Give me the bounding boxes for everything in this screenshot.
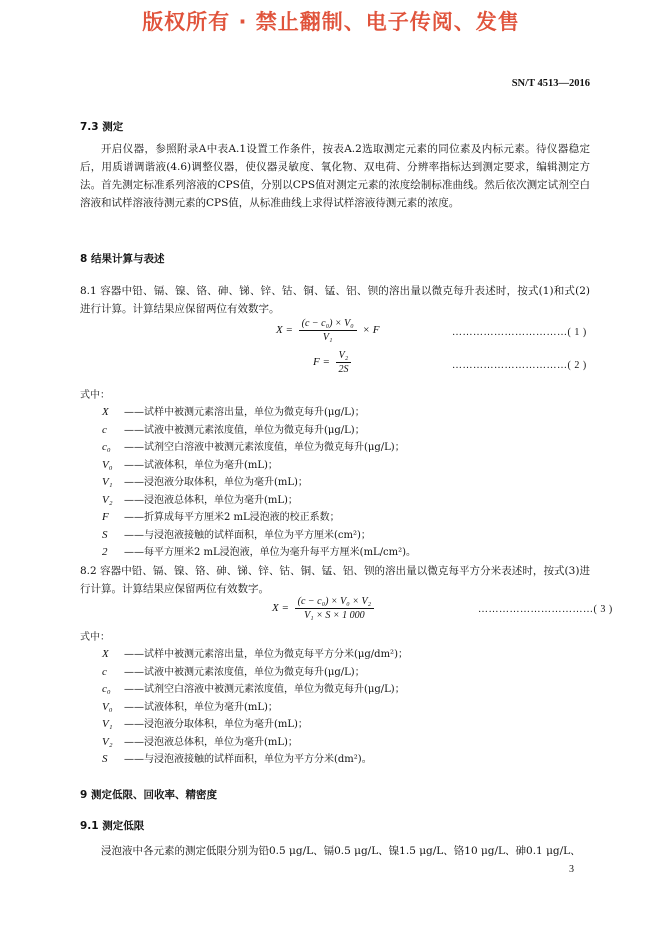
eq1-dots: ……………………………	[452, 327, 568, 338]
definition-text: ——浸泡液分取体积，单位为毫升(mL)；	[124, 719, 308, 730]
eq3-leader	[478, 604, 613, 615]
definition-text: ——浸泡液分取体积，单位为毫升(mL)；	[124, 477, 308, 488]
section-8-1-paragraph: 8.1 容器中铅、镉、镍、铬、砷、锑、锌、钴、铜、锰、铝、钡的溶出量以微克每升表述时，按式(1)和式(2)进行计算。计算结果应保留两位有效数字。	[80, 285, 590, 315]
section-9-1-heading: 9.1 测定低限	[80, 820, 145, 832]
definition-item	[102, 680, 405, 695]
eq3-denominator: V₁ × S × 1 000	[304, 610, 365, 621]
definition-symbol: V₁	[102, 718, 113, 730]
where-label-2: 式中：	[80, 632, 110, 643]
definition-item	[102, 645, 408, 660]
definition-text: ——试液体积，单位为毫升(mL)；	[124, 701, 278, 713]
definition-item	[102, 733, 298, 748]
definition-text: ——试液中被测元素浓度值，单位为微克每升(μg/L)；	[124, 424, 365, 436]
definition-text: ——折算成每平方厘米2 mL浸泡液的校正系数；	[124, 512, 340, 523]
eq1-denominator: V₁	[322, 332, 333, 343]
eq1-fraction	[299, 318, 357, 343]
eq3-number: ( 3 )	[593, 604, 613, 615]
definition-item	[102, 543, 416, 558]
eq2-leader	[452, 360, 587, 371]
definition-symbol: V₂	[102, 735, 113, 748]
definition-text: ——试液体积，单位为毫升(mL)；	[124, 459, 278, 471]
eq1-numerator: (c − c₀) × V₀	[299, 318, 357, 331]
definition-symbol: V₂	[102, 493, 113, 506]
section-8-2-paragraph: 8.2 容器中铅、镉、镍、铬、砷、锑、锌、钴、铜、锰、铝、钡的溶出量以微克每平方分米表述时，按式(3)进行计算。计算结果应保留两位有效数字。	[80, 565, 590, 595]
definition-text: ——浸泡液总体积，单位为毫升(mL)；	[124, 494, 298, 506]
equation-2	[313, 350, 354, 375]
definition-item	[102, 526, 371, 541]
definition-text: ——与浸泡液接触的试样面积，单位为平方厘米(cm²)；	[124, 529, 371, 541]
section-7-3-paragraph: 开启仪器，参照附录A中表A.1设置工作条件，按表A.2选取测定元素的同位素及内标元素。待仪器稳定后，用质谱调谐液(4.6)调整仪器，使仪器灵敏度、氧化物、双电荷、分辨率指标达到测定要求，编辑测定方法。首先测定标准系列溶液的CPS值，分别以CPS值对测定元素的浓度绘制标准曲线。然后依次测定试剂空白溶液和试样溶液待测元素的CPS值，从标准曲线上求得试样溶液待测元素的浓度。	[80, 143, 590, 209]
eq1-number: ( 1 )	[567, 327, 587, 338]
where-label-1: 式中：	[80, 390, 110, 401]
eq1-leader	[452, 327, 587, 338]
definition-item	[102, 456, 278, 471]
section-9-heading: 9 测定低限、回收率、精密度	[80, 789, 217, 801]
definition-symbol: c₀	[102, 683, 111, 695]
definition-symbol: X	[102, 406, 109, 418]
eq2-number: ( 2 )	[567, 360, 587, 371]
eq2-numerator: V₂	[336, 350, 352, 363]
definition-text: ——试样中被测元素溶出量，单位为微克每平方分米(μg/dm²)；	[124, 649, 408, 660]
definition-symbol: X	[102, 648, 109, 660]
standard-number: SN/T 4513—2016	[511, 78, 590, 89]
eq2-denominator: 2S	[338, 364, 349, 375]
section-9-1-paragraph: 浸泡液中各元素的测定低限分别为铅0.5 μg/L、镉0.5 μg/L、镍1.5 μg/L、铬10 μg/L、砷0.1 μg/L、	[101, 845, 581, 857]
section-8-heading: 8 结果计算与表述	[80, 253, 165, 265]
definition-symbol: c	[102, 665, 107, 678]
watermark-banner: 版权所有 · 禁止翻制、电子传阅、发售	[142, 10, 520, 34]
definition-text: ——试剂空白溶液中被测元素浓度值，单位为微克每升(μg/L)；	[124, 442, 405, 453]
definition-symbol: S	[102, 753, 108, 765]
eq1-lhs: X =	[276, 324, 293, 337]
definition-text: ——与浸泡液接触的试样面积，单位为平方分米(dm²)。	[124, 754, 372, 765]
eq1-tail: × F	[362, 324, 380, 337]
definition-symbol: c₀	[102, 441, 111, 453]
definition-item	[102, 508, 340, 523]
eq2-lhs: F =	[313, 356, 330, 369]
definition-text: ——试样中被测元素溶出量，单位为微克每升(μg/L)；	[124, 407, 365, 418]
definition-item	[102, 698, 278, 713]
definition-item	[102, 438, 405, 453]
definition-symbol: c	[102, 423, 107, 436]
section-7-3-heading: 7.3 测定	[80, 121, 124, 133]
equation-3	[272, 596, 377, 621]
definition-item	[102, 421, 365, 436]
definition-item	[102, 663, 365, 678]
eq2-fraction	[336, 350, 352, 375]
definition-symbol: V₀	[102, 458, 113, 471]
definition-item	[102, 715, 308, 730]
definition-symbol: 2	[102, 546, 108, 558]
eq2-dots: ……………………………	[452, 360, 568, 371]
definition-text: ——浸泡液总体积，单位为毫升(mL)；	[124, 736, 298, 748]
definition-symbol: V₀	[102, 700, 113, 713]
definition-symbol: S	[102, 528, 108, 541]
page-number: 3	[569, 864, 574, 875]
definition-symbol: V₁	[102, 476, 113, 488]
eq3-numerator: (c − c₀) × V₀ × V₂	[295, 596, 374, 609]
definition-item	[102, 491, 298, 506]
definition-item	[102, 750, 372, 765]
definition-symbol: F	[102, 511, 109, 523]
equation-1	[276, 318, 379, 343]
eq3-fraction	[295, 596, 374, 621]
eq3-lhs: X =	[272, 602, 289, 615]
definition-text: ——试液中被测元素浓度值，单位为微克每升(μg/L)；	[124, 666, 365, 678]
definition-text: ——每平方厘米2 mL浸泡液，单位为毫升每平方厘米(mL/cm²)。	[124, 547, 417, 558]
definition-item	[102, 403, 365, 418]
eq3-dots: ……………………………	[478, 604, 594, 615]
definition-text: ——试剂空白溶液中被测元素浓度值，单位为微克每升(μg/L)；	[124, 684, 405, 695]
definition-item	[102, 473, 308, 488]
